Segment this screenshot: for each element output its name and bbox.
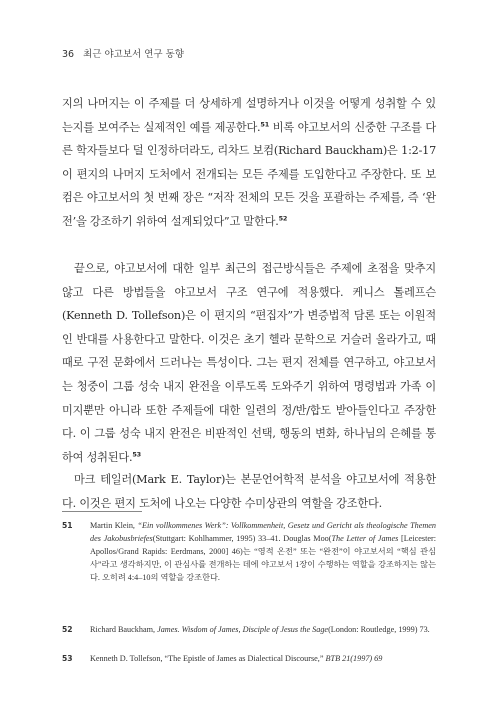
paragraph-text: 비록 야고보서의 신중한 구조를 다른 학자들보다 덜 인정하더라도, 리차드 보컴(Richard Bauckham)은 1:2-17이 편지의 나머지 도처에서 전개되는 모든 주제를 도입한다고 주장한다. 또 보컴은 야고보서의 첫 번째 장은 “저작 전체의 모든 것을 포괄하는 주제를, 즉 ‘완전’을 강조하기 위하여 설계되었다”고 말한다. bbox=[62, 120, 436, 228]
paragraph-text: 끝으로, 야고보서에 대한 일부 최근의 접근방식들은 주제에 초점을 맞추지 않고 다른 방법들을 야고보서 구조 연구에 적용했다. 케니스 톨레프슨(Kenneth D. Tollefson)은 이 편지의 “편집자”가 변증법적 담론 또는 이원적인 반대를 사용한다고 말한다. 이것은 초기 헬라 문학으로 거슬러 올라가고, 때때로 구전 문화에서 드러나는 특성이다. 그는 편지 전체를 연구하고, 야고보서는 청중이 그룹 성숙 내지 완전을 이루도록 도와주기 위하여 명령법과 가족 이미지뿐만 아니라 또한 주제들에 대한 일련의 정/반/합도 받아들인다고 주장한다. 이 그룹 성숙 내지 완전은 비판적인 선택, 행동의 변화, 하나님의 은혜를 통하여 성취된다. bbox=[62, 262, 436, 464]
paragraph-1 bbox=[62, 92, 436, 234]
footnote-number: 51 bbox=[62, 521, 73, 530]
footnote-ref[interactable]: 51 bbox=[260, 119, 270, 128]
footnote-title: “The Epistle of James as Dialectical Discourse,” bbox=[164, 654, 324, 663]
footnote-publication: [Leicester: Apollos/Grand Rapids: Eerdmans, 2000] 46)는 “영적 온전” 또는 “완전”이 야고보서의 “핵심 관심사”라고 생각하지만, 이 관심사를 전개하는 데에 야고보서 1장이 수행하는 역할을 강조하지는 않는다. 오히려 4:4–10의 역할을 강조한다. bbox=[90, 534, 436, 583]
paragraph-text: 마크 테일러(Mark E. Taylor)는 본문언어학적 분석을 야고보서에 적용한다. 이것은 편지 도처에 나오는 다양한 수미상관의 역할을 강조한다. bbox=[62, 473, 436, 510]
footnote-title: “Ein vollkommenes Werk”: Vollkommenheit, Gesetz und Gericht als theologische Themen des Jakobusbriefes bbox=[90, 521, 437, 544]
footnote-ref[interactable]: 53 bbox=[132, 450, 142, 459]
footnote-53 bbox=[62, 652, 436, 665]
paragraph-2 bbox=[62, 257, 436, 469]
running-header bbox=[62, 46, 184, 60]
footnote-author: Richard Bauckham, bbox=[90, 625, 158, 634]
footnote-number: 52 bbox=[62, 625, 73, 634]
paragraph-3 bbox=[62, 468, 436, 515]
footnote-ref[interactable]: 52 bbox=[278, 214, 288, 223]
footnote-title: James. Wisdom of James, Disciple of Jesus the Sage bbox=[157, 625, 329, 634]
footnote-51 bbox=[62, 519, 436, 584]
footnote-author: Martin Klein, bbox=[90, 521, 138, 530]
footnote-number: 53 bbox=[62, 654, 73, 663]
footnote-publication: BTB 21(1997) 69 bbox=[323, 654, 383, 663]
paragraph-text: 지의 나머지는 이 주제를 더 상세하게 설명하거나 이것을 어떻게 성취할 수 있는지를 보여주는 실제적인 예를 제공한다. bbox=[62, 97, 436, 134]
footnote-52 bbox=[62, 623, 436, 636]
footnote-publication: (Stuttgart: Kohlhammer, 1995) 33–41. Douglas Moo( bbox=[152, 534, 332, 544]
footnote-author: Kenneth D. Tollefson, bbox=[90, 654, 165, 663]
footnote-publication: (London: Routledge, 1999) 73. bbox=[328, 625, 430, 634]
footnote-divider bbox=[62, 511, 142, 512]
running-title: 최근 야고보서 연구 동향 bbox=[83, 49, 184, 60]
page-number: 36 bbox=[62, 49, 75, 60]
footnote-title: The Letter of James bbox=[331, 534, 399, 544]
